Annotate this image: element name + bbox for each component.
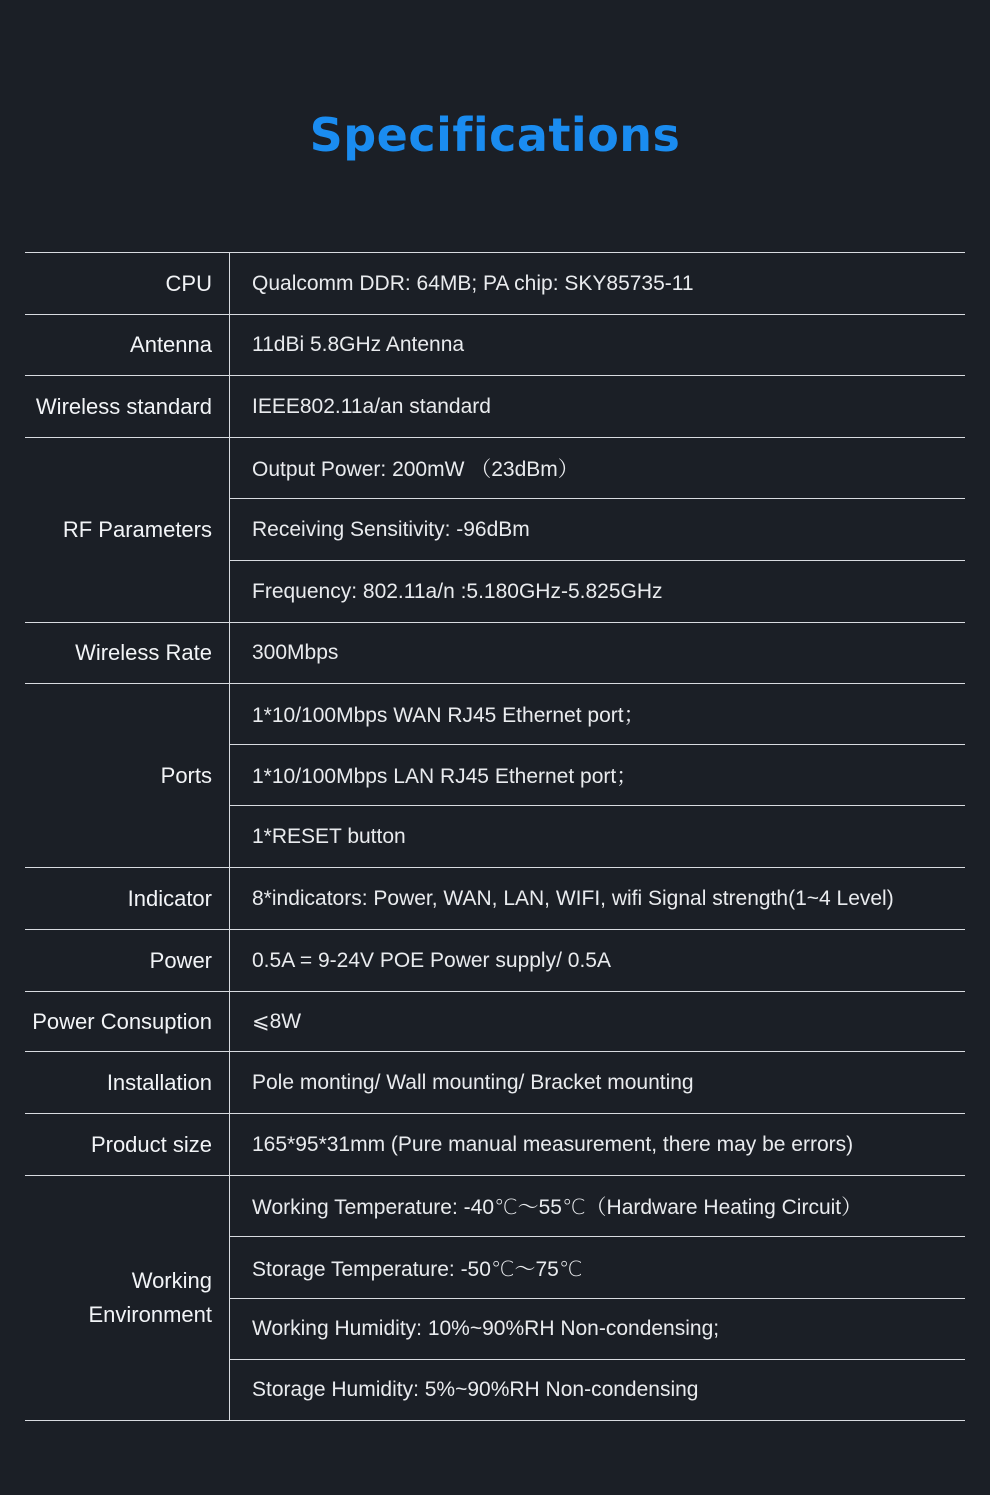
- spec-row-power: [25, 930, 965, 992]
- spec-label: Ports: [160, 762, 212, 788]
- spec-value: ⩽8W: [252, 1010, 302, 1033]
- spec-label: CPU: [165, 270, 212, 296]
- spec-value: 1*RESET button: [252, 824, 406, 848]
- spec-value: 11dBi 5.8GHz Antenna: [252, 333, 465, 356]
- spec-label: Working Environment: [88, 1268, 212, 1327]
- spec-row-power-consumption: [25, 992, 965, 1052]
- spec-row-indicator: [25, 868, 965, 930]
- spec-row-installation: [25, 1052, 965, 1114]
- spec-row-ports: [25, 684, 965, 868]
- spec-value: 300Mbps: [252, 641, 339, 664]
- spec-value: 1*10/100Mbps LAN RJ45 Ethernet port；: [230, 745, 965, 806]
- spec-value: Working Humidity: 10%~90%RH Non-condensing;: [230, 1299, 965, 1360]
- spec-value: Qualcomm DDR: 64MB; PA chip: SKY85735-11: [252, 271, 694, 295]
- spec-value: IEEE802.11a/an standard: [252, 394, 491, 418]
- spec-row-cpu: [25, 253, 965, 315]
- spec-row-antenna: [25, 315, 965, 376]
- spec-label: Power: [149, 947, 212, 973]
- spec-value: Frequency: 802.11a/n :5.180GHz-5.825GHz: [252, 579, 663, 603]
- spec-row-working-environment: [25, 1176, 965, 1421]
- spec-label: Indicator: [127, 885, 212, 911]
- spec-value: 0.5A = 9-24V POE Power supply/ 0.5A: [252, 948, 611, 972]
- spec-value: Receiving Sensitivity: -96dBm: [230, 499, 965, 561]
- spec-label: Antenna: [130, 332, 212, 357]
- spec-value: 165*95*31mm (Pure manual measurement, there may be errors): [252, 1132, 854, 1156]
- spec-row-product-size: [25, 1114, 965, 1176]
- spec-label: Wireless standard: [35, 393, 212, 419]
- spec-value: Output Power: 200mW （23dBm）: [230, 438, 965, 499]
- spec-label: Power Consuption: [32, 1008, 212, 1034]
- spec-value: Storage Temperature: -50℃～75℃: [230, 1237, 965, 1299]
- spec-value: Pole monting/ Wall mounting/ Bracket mounting: [252, 1070, 694, 1094]
- spec-value: Working Temperature: -40℃～55℃（Hardware Heating Circuit）: [230, 1176, 965, 1237]
- spec-value: 1*10/100Mbps WAN RJ45 Ethernet port；: [230, 684, 965, 745]
- spec-label: Wireless Rate: [75, 640, 212, 665]
- spec-row-wireless-rate: [25, 623, 965, 684]
- spec-row-wireless-standard: [25, 376, 965, 438]
- spec-table: [25, 252, 965, 1421]
- page-title: Specifications: [309, 108, 681, 162]
- spec-label: Installation: [106, 1069, 212, 1095]
- spec-value: 8*indicators: Power, WAN, LAN, WIFI, wifi Signal strength(1~4 Level): [252, 886, 894, 910]
- column-divider: [229, 253, 230, 1421]
- spec-value: Storage Humidity: 5%~90%RH Non-condensing: [252, 1378, 699, 1401]
- spec-row-rf-parameters: [25, 438, 965, 623]
- spec-label: RF Parameters: [62, 517, 212, 542]
- spec-label: Product size: [90, 1131, 212, 1157]
